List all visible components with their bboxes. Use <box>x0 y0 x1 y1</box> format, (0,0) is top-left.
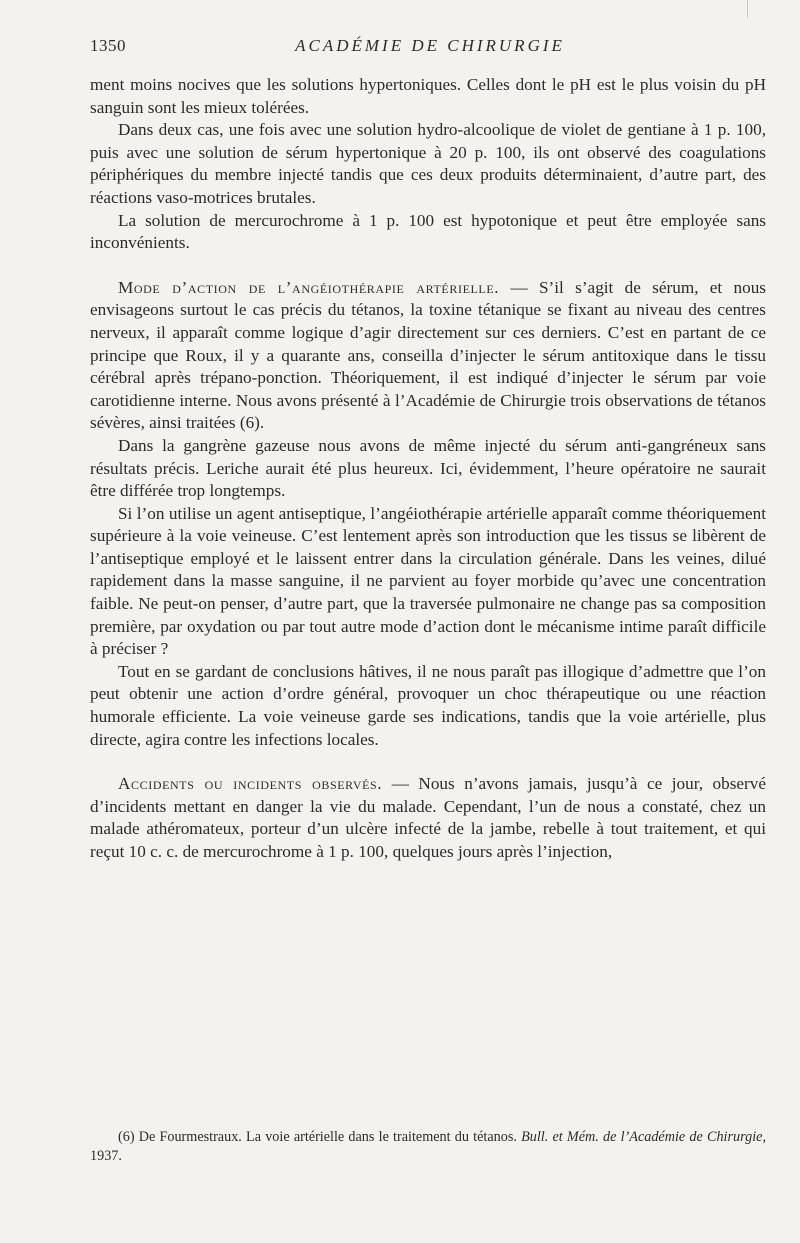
page-number: 1350 <box>90 36 126 55</box>
paragraph-mercurochrome: La solution de mercurochrome à 1 p. 100 est hypotonique et peut être employée sans inconvénients. <box>90 210 766 253</box>
page-header <box>90 36 770 66</box>
section-heading-accidents: Accidents ou incidents observés. <box>118 774 383 794</box>
body-text <box>90 74 766 864</box>
footnote-text: (6) De Fourmestraux. La voie artérielle dans le traitement du tétanos. <box>118 1129 522 1145</box>
running-head: ACADÉMIE DE CHIRURGIE <box>295 36 565 55</box>
paragraph-mode-action <box>90 277 766 435</box>
footnote-journal: Bull. et Mém. de l’Académie de Chirurgie <box>521 1129 763 1145</box>
paragraph-continuation: ment moins nocives que les solutions hypertoniques. Celles dont le pH est le plus voisin du pH sanguin sont les mieux tolérées. <box>90 75 766 117</box>
paragraph-cases: Dans deux cas, une fois avec une solution hydro-alcoolique de violet de gentiane à 1 p. 100, puis avec une solution de sérum hypertonique à 20 p. 100, ils ont observé des coagulations périphériques du membre injecté tandis que ces deux produits déterminaient, d’autre part, des réactions vaso-motrices brutales. <box>90 120 766 207</box>
paragraph-gangrene: Dans la gangrène gazeuse nous avons de même injecté du sérum anti-gangréneux sans résultats précis. Leriche aurait été plus heureux. Ici, évidemment, l’heure opératoire ne saurait être différée trop longtemps. <box>90 435 766 501</box>
paragraph-antiseptic: Si l’on utilise un agent antiseptique, l’angéiothérapie artérielle apparaît comme théoriquement supérieure à la voie veineuse. C’est lentement après son introduction que les tissus se libèrent de l’antiseptique employé et le laissent entrer dans la circulation générale. Dans les veines, dilué rapidement dans la masse sanguine, il ne parvient au foyer morbide qu’avec une concentration faible. Ne peut-on penser, d’autre part, que la traversée pulmonaire ne change pas sa composition première, par oxydation ou par tout autre mode d’action dont le mécanisme intime paraît difficile à préciser ? <box>90 503 766 659</box>
margin-mark <box>747 0 748 18</box>
paragraph-accidents-text: — Nous n’avons jamais, jusqu’à ce jour, observé d’incidents mettant en danger la vie du malade. Cependant, l’un de nous a constaté, chez un malade athéromateux, porteur d’un ulcère infecté de la jambe, rebelle à tout traitement, et qui reçut 10 c. c. de mercurochrome à 1 p. 100, quelques jours après l’injection, <box>90 774 766 861</box>
footnote <box>90 1128 766 1166</box>
paragraph-mode-action-text: — S’il s’agit de sérum, et nous envisageons surtout le cas précis du tétanos, la toxine tétanique se fixant au niveau des centres nerveux, il apparaît comme logique d’agir directement sur ces derniers. C’est en partant de ce principe que Roux, il y a quarante ans, conseilla d’injecter le sérum antitoxique dans le tissu cérébral après trépano-ponction. Théoriquement, il est indiqué d’injecter le sérum par voie carotidienne interne. Nous avons présenté à l’Académie de Chirurgie trois observations de tétanos sévères, ainsi traitées (6). <box>90 277 766 433</box>
footnote-6 <box>90 1128 766 1166</box>
section-heading-mode-action: Mode d’action de l’angéiothérapie artérielle. <box>118 277 500 297</box>
paragraph-conclusions: Tout en se gardant de conclusions hâtives, il ne nous paraît pas illogique d’admettre que l’on peut obtenir une action d’ordre général, provoquer un choc thérapeutique ou une réaction humorale efficiente. La voie veineuse garde ses indications, tandis que la voie artérielle, plus directe, agira contre les infections locales. <box>90 661 766 749</box>
paragraph-accidents <box>90 773 766 863</box>
footnote-year: , 1937. <box>90 1129 766 1164</box>
